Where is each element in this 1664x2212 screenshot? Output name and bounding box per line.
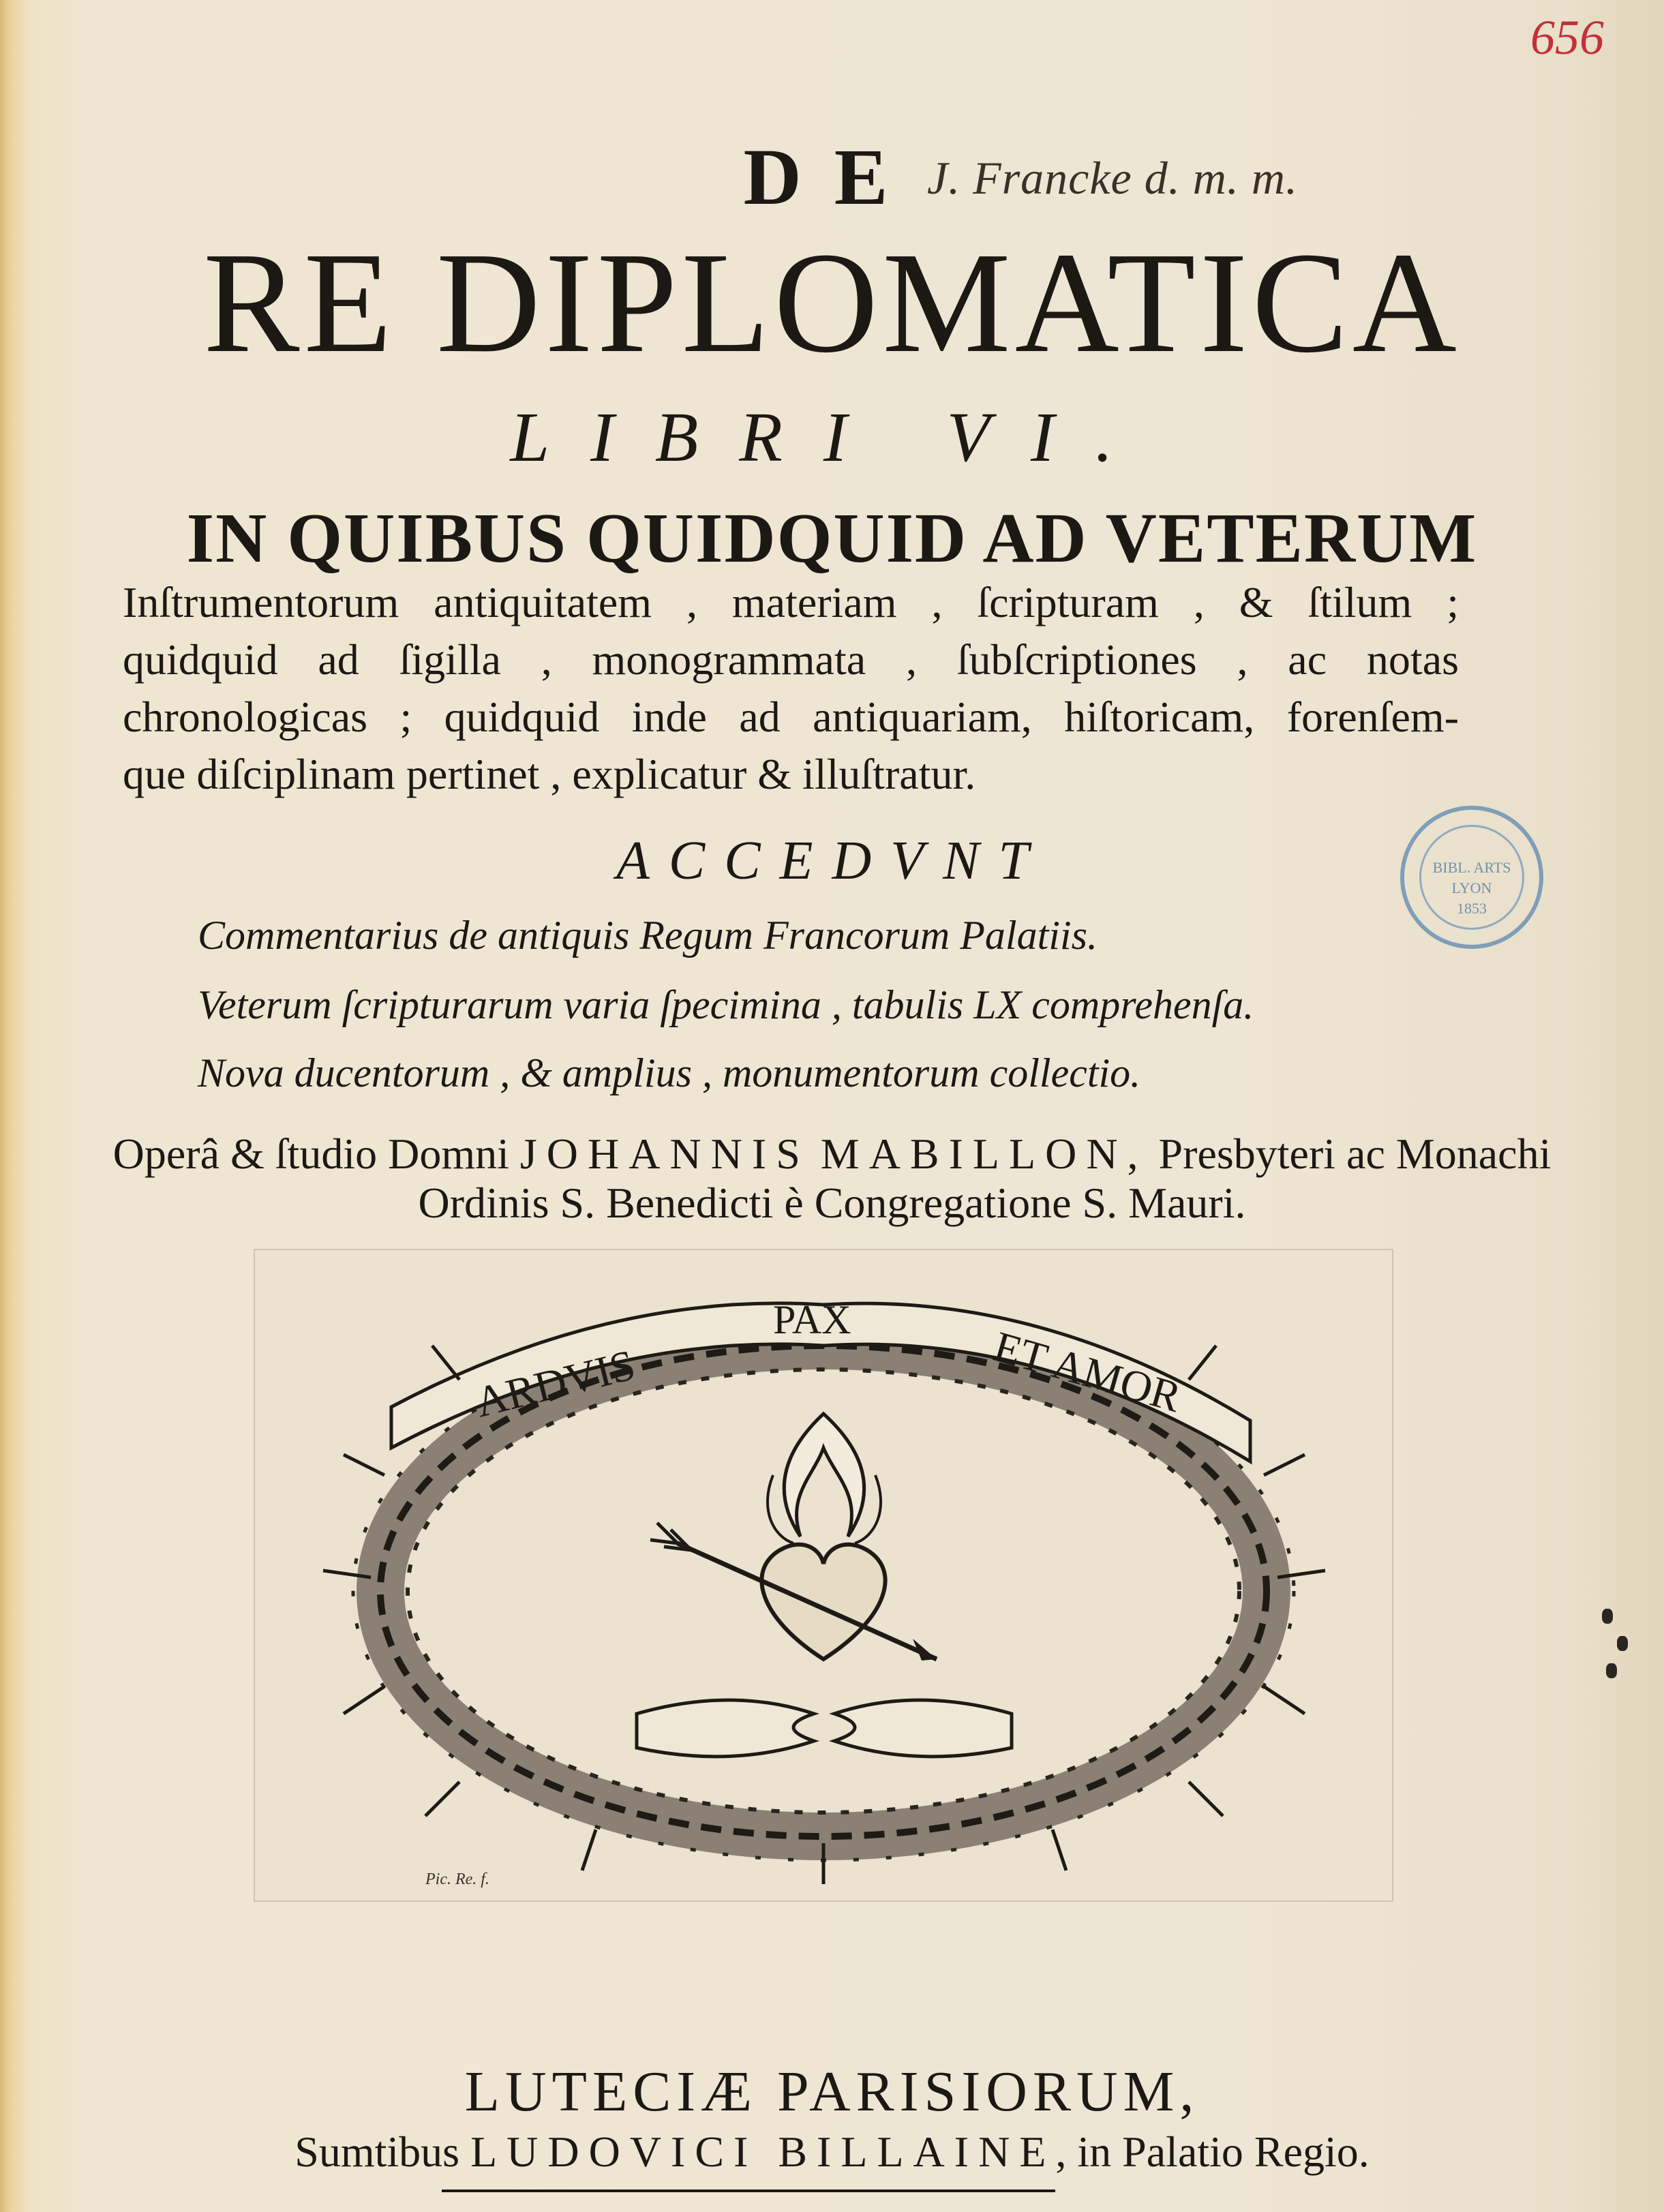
- accedunt-heading: ACCEDVNT: [616, 831, 1048, 891]
- author-line: [0, 1129, 1664, 1179]
- accedunt-item: Nova ducentorum , & amplius , monumentorum collectio.: [198, 1050, 1141, 1095]
- stamp-line: LYON: [1451, 879, 1492, 896]
- banner-left: ARDVIS: [470, 1340, 640, 1427]
- banner-center: PAX: [773, 1297, 851, 1342]
- title-libri: LIBRI VI.: [510, 398, 1154, 476]
- subtitle-line: chronologicas ; quidquid inde ad antiquariam, hiſtoricam, forenſem-: [123, 693, 1459, 741]
- accedunt-item: Veterum ſcripturarum varia ſpecimina , tabulis LX comprehenſa.: [198, 982, 1254, 1027]
- page-number: 656: [1530, 10, 1604, 65]
- stamp-line: BIBL. ARTS: [1432, 859, 1511, 876]
- ink-spot: [1617, 1636, 1628, 1651]
- author-last-name: MABILLON,: [820, 1130, 1148, 1178]
- thorn-wreath-illustration: [255, 1250, 1392, 1900]
- subtitle-line: Inſtrumentorum antiquitatem , materiam , ſcripturam , & ſtilum ;: [123, 578, 1459, 626]
- imprint-publisher: [0, 2127, 1664, 2177]
- title-de: DE: [743, 132, 921, 222]
- title-main: RE DIPLOMATICA: [203, 222, 1461, 382]
- subtitle-line: que diſciplinam pertinet , explicatur & illuſtratur.: [123, 750, 976, 798]
- handwritten-signature: J. Francke d. m. m.: [927, 152, 1298, 204]
- publisher-name: LUDOVICI BILLAINE: [470, 2127, 1056, 2176]
- author-suffix: Presbyteri ac Monachi: [1158, 1130, 1552, 1178]
- divider-rule: [442, 2190, 1055, 2192]
- ink-spot: [1606, 1663, 1617, 1678]
- subtitle-line: quidquid ad ſigilla , monogrammata , ſubſcriptiones , ac notas: [123, 635, 1459, 684]
- subtitle-paragraph: [123, 574, 1459, 803]
- author-first-name: JOHANNIS: [519, 1130, 810, 1178]
- engraver-signature: Pic. Re. f.: [425, 1870, 489, 1888]
- imprint-city: LUTECIÆ PARISIORUM,: [464, 2060, 1200, 2123]
- publisher-suffix: , in Palatio Regio.: [1055, 2127, 1370, 2176]
- publisher-prefix: Sumtibus: [294, 2127, 460, 2176]
- ink-spot: [1602, 1609, 1613, 1624]
- stamp-line: 1853: [1457, 900, 1487, 917]
- accedunt-item: Commentarius de antiquis Regum Francorum Palatiis.: [198, 913, 1098, 958]
- engraved-vignette: [254, 1249, 1393, 1902]
- author-prefix: Operâ & ſtudio Domni: [112, 1130, 509, 1178]
- author-order: Ordinis S. Benedicti è Congregatione S. Mauri.: [418, 1179, 1246, 1227]
- banner-right: ET AMOR: [988, 1322, 1187, 1422]
- subtitle-lead: IN QUIBUS QUIDQUID AD VETERUM: [186, 499, 1478, 577]
